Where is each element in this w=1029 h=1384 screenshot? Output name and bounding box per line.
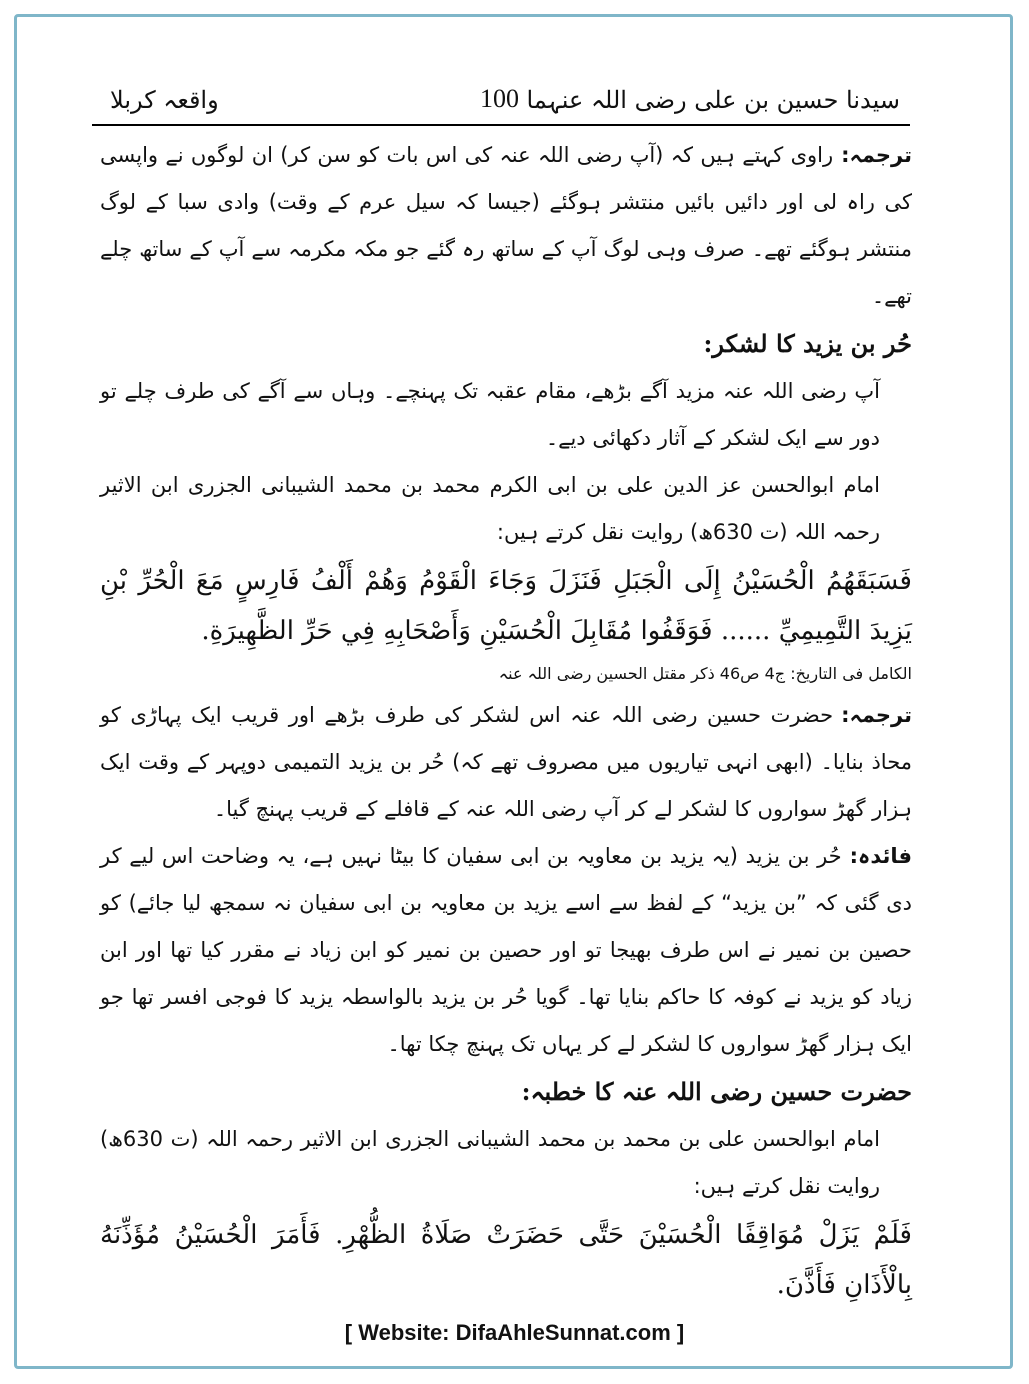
book-title: سیدنا حسین بن علی رضی اللہ عنہما xyxy=(526,86,900,114)
translation-label: ترجمہ: xyxy=(841,143,912,167)
page-header xyxy=(90,84,910,126)
website-footer: [ Website: DifaAhleSunnat.com ] xyxy=(344,1320,685,1345)
section-title: واقعہ کربلا xyxy=(110,86,219,114)
paragraph-text: حُر بن یزید (یہ یزید بن معاویہ بن ابی سفیان کا بیٹا نہیں ہے، یہ وضاحت اس لیے کر دی گئی کہ ”بن یزید“ کے لفظ سے اسے یزید بن معاویہ بن ابی سفیان نہ سمجھ لیا جائے) کو حصین بن نمیر نے اس طرف بھیجا تو اور حصین بن نمیر کو ابن زیاد نے مقرر کیا تھا اور ابن زیاد کو یزید نے کوفہ کا حاکم بنایا تھا۔ گویا حُر بن یزید بالواسطہ یزید کا فوجی افسر تھا جو ایک ہزار گھڑ سواروں کا لشکر لے کر یہاں تک پہنچ چکا تھا۔ xyxy=(100,844,912,1056)
page-number: 100 xyxy=(480,84,519,113)
body-paragraph: آپ رضی اللہ عنہ مزید آگے بڑھے، مقام عقبہ تک پہنچے۔ وہاں سے آگے کی طرف چلے تو دور سے ایک لشکر کے آثار دکھائی دیے۔ xyxy=(100,379,880,450)
section-heading-hur-army: حُر بن یزید کا لشکر: xyxy=(703,329,912,358)
page-content xyxy=(100,132,912,1310)
paragraph-text: راوی کہتے ہیں کہ (آپ رضی اللہ عنہ کی اس بات کو سن کر) ان لوگوں نے واپسی کی راہ لی اور دائیں بائیں منتشر ہوگئے (جیسا کہ سیل عرم کے وقت) وادی سبا کے لوگ منتشر ہوگئے تھے۔ صرف وہی لوگ آپ کے ساتھ رہ گئے جو مکہ مکرمہ سے آپ کے ساتھ چلے تھے۔ xyxy=(100,143,912,308)
arabic-quote: فَسَبَقَهُمُ الْحُسَيْنُ إِلَى الْجَبَلِ فَنَزَلَ وَجَاءَ الْقَوْمُ وَهُمْ أَلْفُ فَارِسٍ مَعَ الْحُرِّ بْنِ يَزِيدَ التَّمِيمِيِّ ...... فَوَقَفُوا مُقَابِلَ الْحُسَيْنِ وَأَصْحَابِهِ فِي حَرِّ الظَّهِيرَةِ. xyxy=(100,566,912,646)
paragraph-text: حضرت حسین رضی اللہ عنہ اس لشکر کی طرف بڑھے اور قریب ایک پہاڑی کو محاذ بنایا۔ (ابھی انہی تیاریوں میں مصروف تھے کہ) حُر بن یزید التمیمی دوپہر کے وقت ایک ہزار گھڑ سواروں کا لشکر لے کر آپ رضی اللہ عنہ کے قافلے کے قریب پہنچ گیا۔ xyxy=(100,703,912,821)
citation-intro-paragraph: امام ابوالحسن علی بن محمد بن محمد الشیبانی الجزری ابن الاثیر رحمہ اللہ (ت 630ھ) روایت نقل کرتے ہیں: xyxy=(100,1127,880,1198)
arabic-quote: فَلَمْ يَزَلْ مُوَاقِفًا الْحُسَيْنَ حَتَّى حَضَرَتْ صَلَاةُ الظُّهْرِ. فَأَمَرَ الْحُسَيْنُ مُؤَذِّنَهُ بِالْأَذَانِ فَأَذَّنَ. xyxy=(100,1220,912,1300)
benefit-label: فائدہ: xyxy=(849,844,912,868)
benefit-paragraph xyxy=(100,833,912,1068)
translation-paragraph xyxy=(100,132,912,320)
translation-paragraph xyxy=(100,692,912,833)
reference-citation: الکامل فی التاریخ: ج4 ص46 ذکر مقتل الحسین رضی اللہ عنہ xyxy=(498,664,912,683)
header-divider xyxy=(92,124,910,126)
citation-intro-paragraph: امام ابوالحسن عز الدین علی بن ابی الکرم محمد بن محمد الشیبانی الجزری ابن الاثیر رحمہ اللہ (ت 630ھ) روایت نقل کرتے ہیں: xyxy=(100,473,880,544)
translation-label: ترجمہ: xyxy=(841,703,912,727)
section-heading-sermon: حضرت حسین رضی اللہ عنہ کا خطبہ: xyxy=(521,1077,912,1106)
